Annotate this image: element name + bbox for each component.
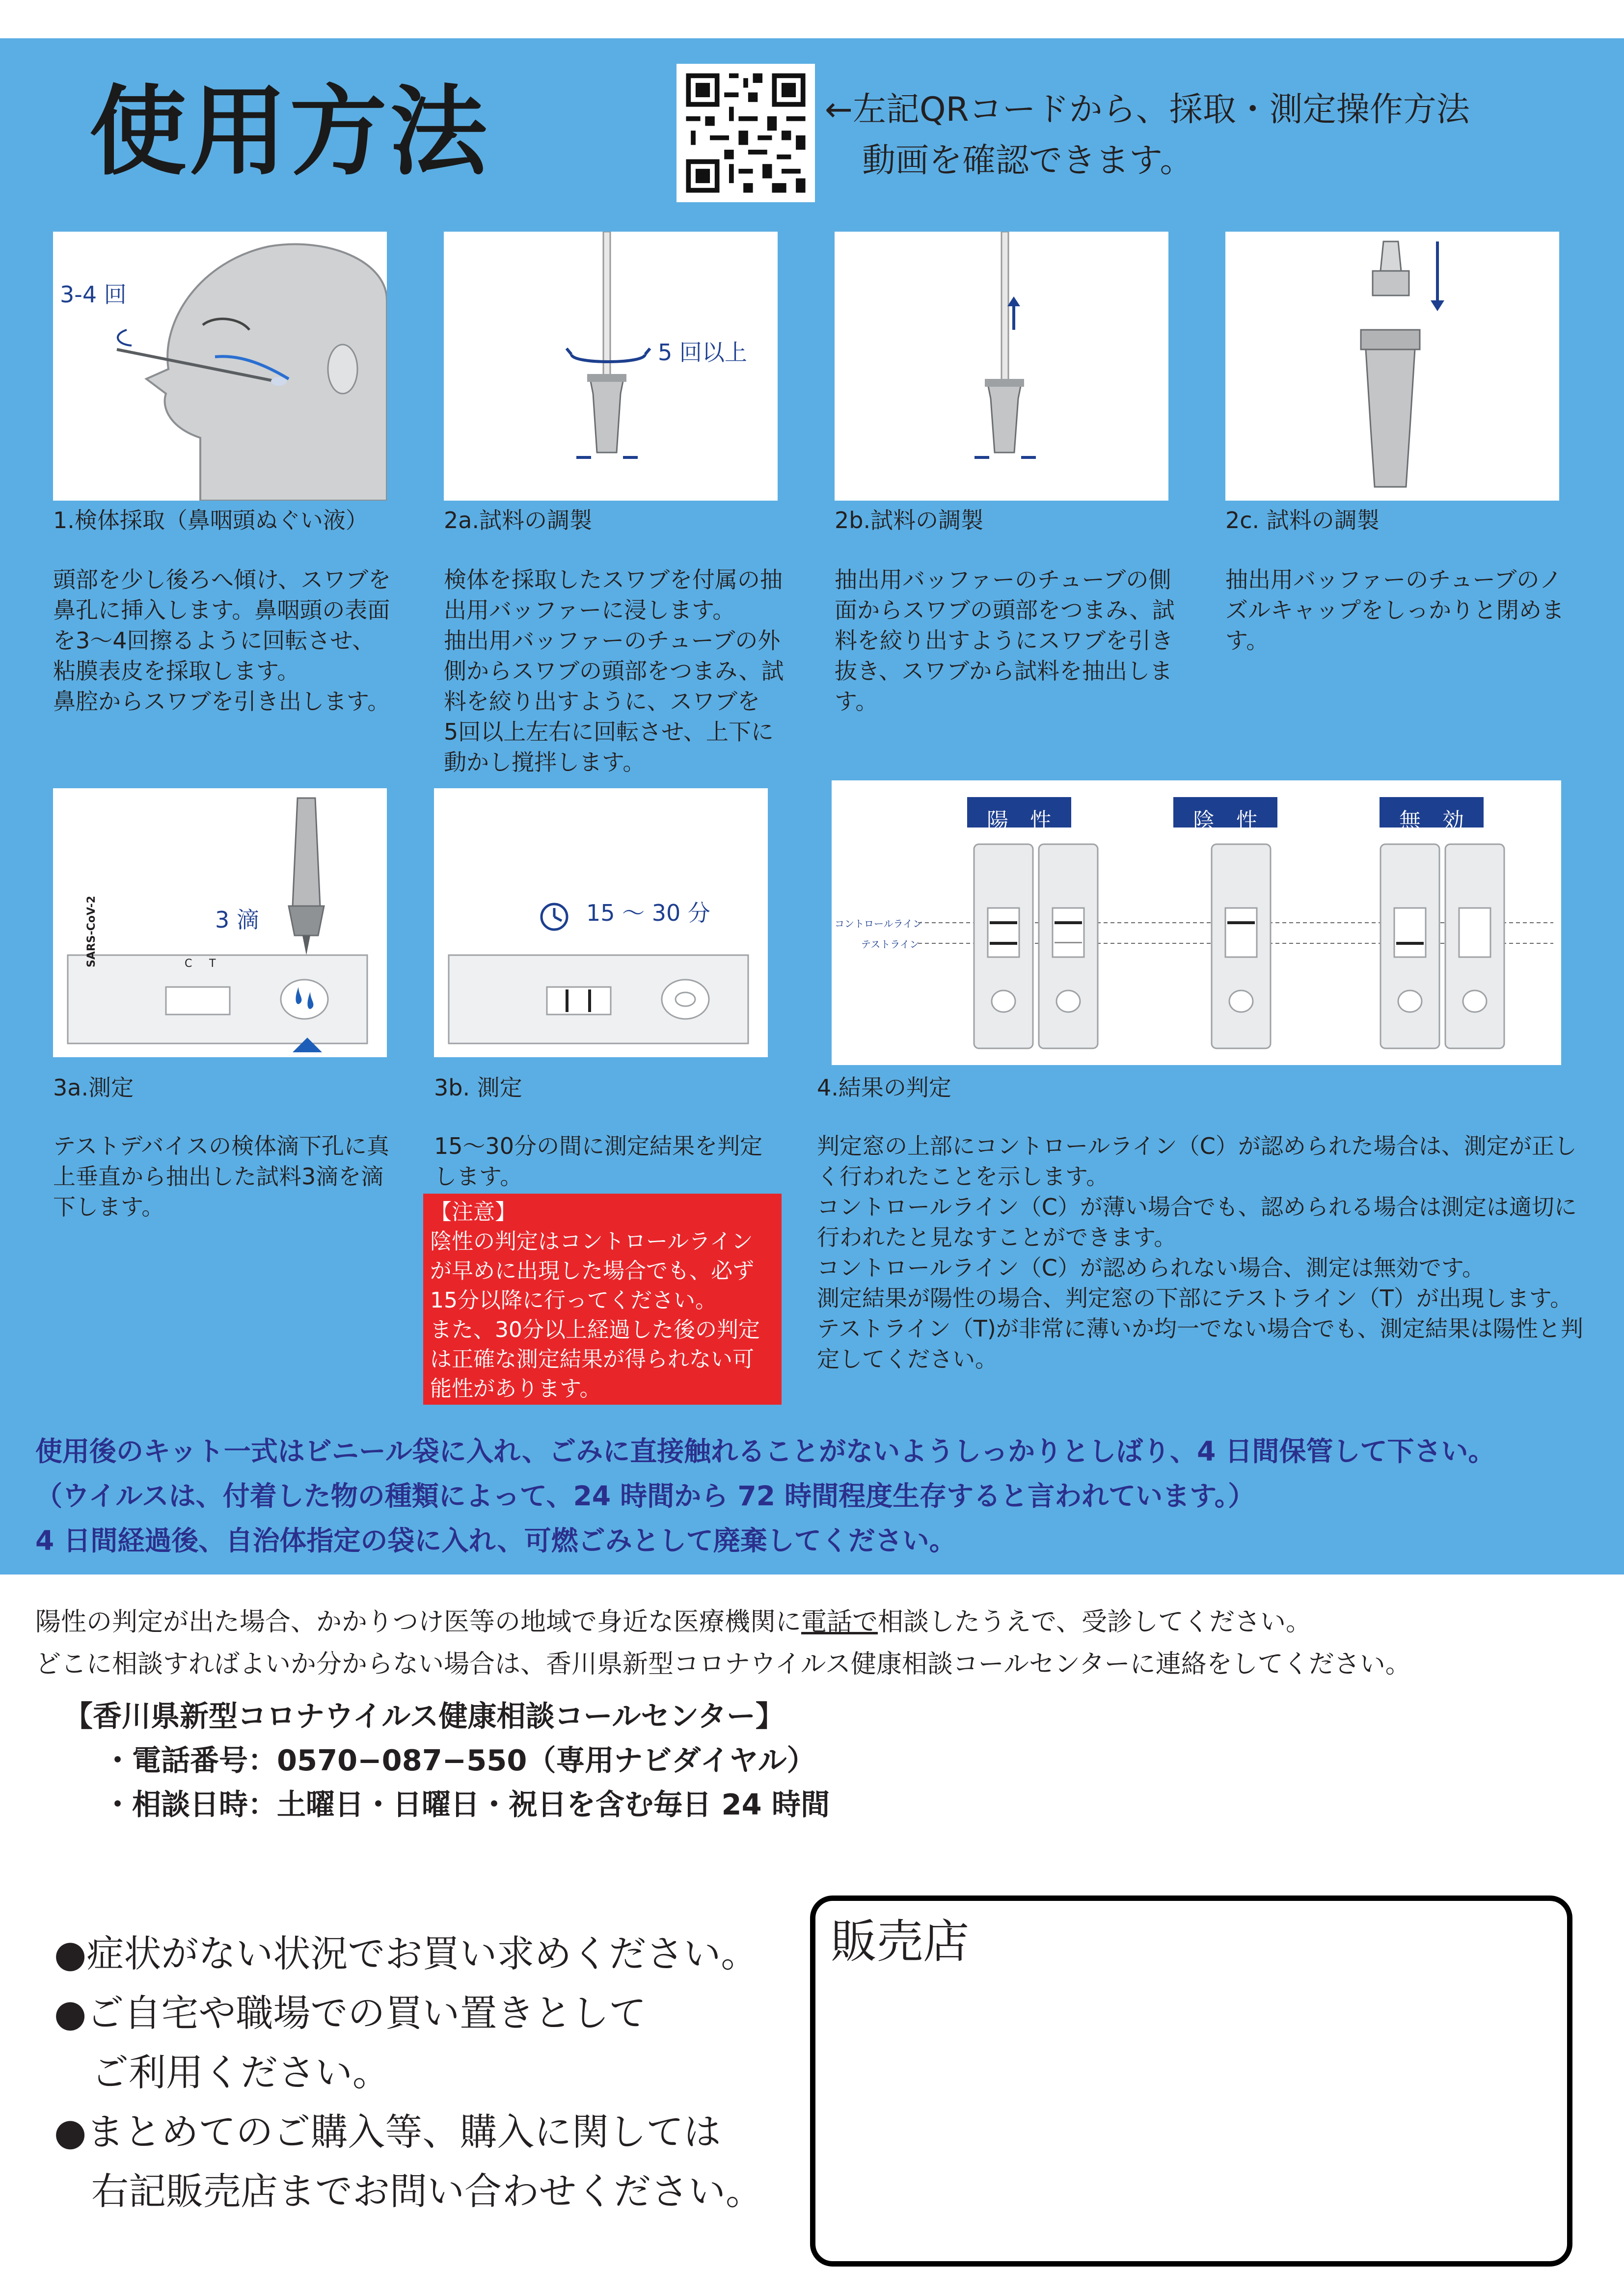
result-positive-header: 陽 性 [987,808,1052,833]
device-c-label: C [185,958,192,970]
underlined-phone-text: 電話で [801,1607,878,1637]
result-invalid-header: 無 効 [1399,808,1464,833]
disposal-notice: 使用後のキット一式はビニール袋に入れ、ごみに直接触れることがないようしっかりとしばり、4 日間保管して下さい。 （ウイルスは、付着した物の種類によって、24 時間から 72 時間程度生存すると言われています。） 4 日間経過後、自治体指定の袋に入れ、可燃ごみとして廃棄してください。 [35,1436,1495,1556]
qr-code[interactable] [677,64,815,202]
consultation-advice: 陽性の判定が出た場合、かかりつけ医等の地域で身近な医療機関に電話で相談したうえで、受診してください。 どこに相談すればよいか分からない場合は、香川県新型コロナウイルス健康相談コールセンターに連絡をしてください。 [35,1607,1411,1679]
step1-badge: 3-4 回 [60,281,127,308]
step2b-illustration [835,232,1168,501]
shop-label: 販売店 [831,1915,970,1969]
step4-illustration [832,780,1561,1065]
step3b-illustration [434,788,768,1057]
step2c-illustration [1225,232,1559,501]
step3b-label: 3b. 測定 [434,1074,522,1101]
warning-title: 【注意】 [430,1200,516,1225]
step3b-text: 15～30分の間に測定結果を判定 します。 [434,1133,763,1190]
step2c-text: 抽出用バッファーのチューブのノ ズルキャップをしっかりと閉めま す。 [1225,566,1564,654]
step2a-illustration [444,232,778,501]
nozzle-cap-icon [1225,232,1559,501]
step1-label: 1.検体採取（鼻咽頭ぬぐい液） [53,507,368,534]
device-t-label: T [209,958,216,970]
swab-extract-icon [835,232,1168,501]
call-center-info [64,1694,830,1827]
step3a-badge: 3 滴 [215,907,259,933]
page-title: 使用方法 [89,75,490,188]
nasal-swab-icon [53,232,387,501]
qr-code-icon [677,64,815,202]
step3b-badge: 15 ～ 30 分 [586,900,710,926]
step4-text: 判定窓の上部にコントロールライン（C）が認められた場合は、測定が正し く行われたことを示します。 コントロールライン（C）が薄い場合でも、認められる場合は測定は適切に 行われたと見なすことができます。 コントロールライン（C）が認められない場合、測定は無効です。 測定結果が陽性の場合、判定窓の下部にテストライン（T）が出現します。 テストライン（T)が非常に薄いか均一でない場合でも、測定結果は陽性と判 定してください。 [817,1133,1583,1372]
step1-text: 頭部を少し後ろへ傾け、スワブを 鼻孔に挿入します。鼻咽頭の表面 を3～4回擦るように回転させ、 粘膜表皮を採取します。 鼻腔からスワブを引き出します。 [53,566,391,715]
step3a-illustration [53,788,387,1057]
step2a-label: 2a.試料の調製 [444,507,593,534]
device-brand: SARS-CoV-2 [85,896,98,967]
step2a-text: 検体を採取したスワブを付属の抽 出用バッファーに浸します。 抽出用バッファーのチューブの外 側からスワブの頭部をつまみ、試 料を絞り出すように、スワブを 5回以上左右に回転させ、上下に 動かし撹拌します。 [444,566,784,775]
test-line-label: テストライン [861,938,920,950]
step2a-badge: 5 回以上 [658,339,747,366]
step1-illustration [53,232,387,501]
warning-box: 【注意】 陰性の判定はコントロールライン が早めに出現した場合でも、必ず 15分以降に行ってください。 また、30分以上経過した後の判定 は正確な測定結果が得られない可 能性があります。 [423,1194,782,1405]
purchase-notes: ●症状がない状況でお買い求めください。 ●ご自宅や職場での買い置きとして ご利用ください。 ●まとめてのご購入等、購入に関しては 右記販売店までお問い合わせください。 [54,1932,763,2213]
call-center-hours: ・相談日時：土曜日・日曜日・祝日を含む毎日 24 時間 [103,1788,830,1821]
call-center-title: 【香川県新型コロナウイルス健康相談コールセンター】 [64,1699,785,1733]
step2b-label: 2b.試料の調製 [835,507,984,534]
control-line-label: コントロールライン [835,918,922,930]
call-center-phone: ・電話番号：0570−087−550（専用ナビダイヤル） [103,1743,816,1777]
step4-label: 4.結果の判定 [817,1074,951,1101]
step3a-text: テストデバイスの検体滴下孔に真 上垂直から抽出した試料3滴を滴 下します。 [53,1133,389,1220]
step2b-text: 抽出用バッファーのチューブの側 面からスワブの頭部をつまみ、試 料を絞り出すようにスワブを引き 抜き、スワブから試料を抽出しま す。 [835,566,1175,715]
result-negative-header: 陰 性 [1193,808,1258,833]
qr-note: ←左記QRコードから、採取・測定操作方法 動画を確認できます。 [825,90,1470,180]
step2c-label: 2c. 試料の調製 [1225,507,1380,534]
step3a-label: 3a.測定 [53,1074,134,1101]
